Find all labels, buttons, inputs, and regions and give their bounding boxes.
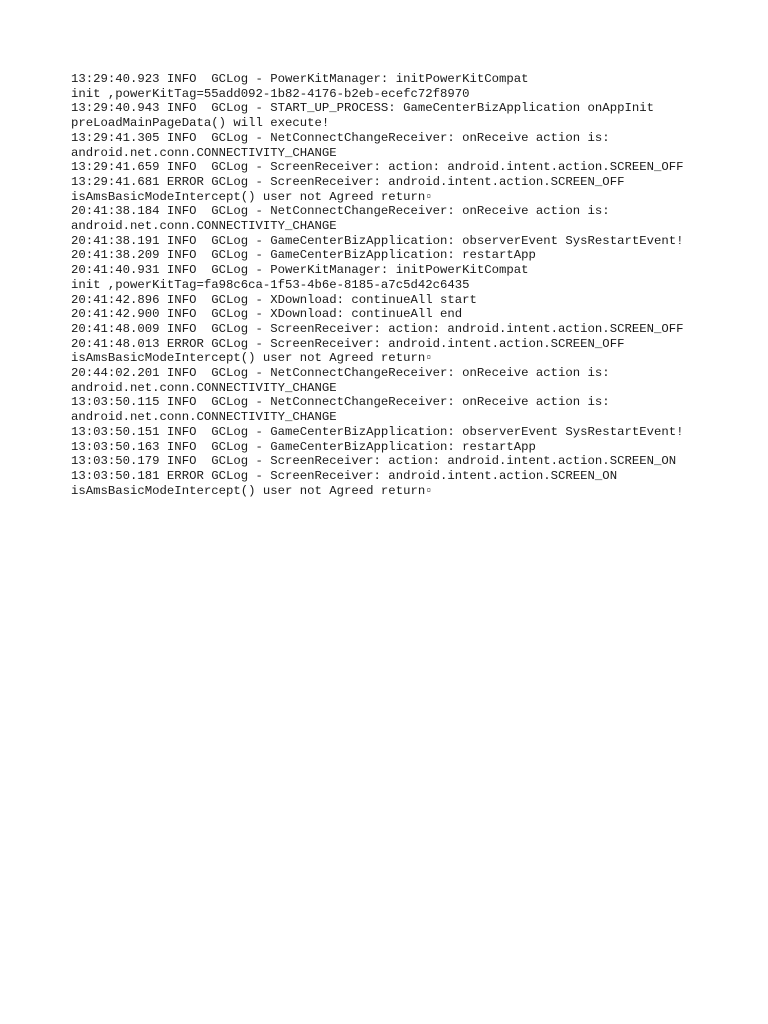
log-line: 13:29:41.681 ERROR GCLog - ScreenReceiver: android.intent.action.SCREEN_OFF bbox=[71, 174, 625, 189]
log-line: android.net.conn.CONNECTIVITY_CHANGE bbox=[71, 219, 337, 234]
log-line: 13:29:41.659 INFO GCLog - ScreenReceiver: action: android.intent.action.SCREEN_OFF bbox=[71, 160, 684, 175]
log-line: 13:03:50.179 INFO GCLog - ScreenReceiver: action: android.intent.action.SCREEN_ON bbox=[71, 454, 677, 469]
log-line: isAmsBasicModeIntercept() user not Agreed return▫ bbox=[71, 189, 433, 204]
log-line: 20:41:48.013 ERROR GCLog - ScreenReceiver: android.intent.action.SCREEN_OFF bbox=[71, 336, 625, 351]
log-line: preLoadMainPageData() will execute! bbox=[71, 116, 330, 131]
log-line: android.net.conn.CONNECTIVITY_CHANGE bbox=[71, 380, 337, 395]
log-line: 13:03:50.151 INFO GCLog - GameCenterBizApplication: observerEvent SysRestartEvent! bbox=[71, 424, 684, 439]
log-line: isAmsBasicModeIntercept() user not Agreed return▫ bbox=[71, 351, 433, 366]
log-line: android.net.conn.CONNECTIVITY_CHANGE bbox=[71, 145, 337, 160]
log-line: 13:29:40.943 INFO GCLog - START_UP_PROCESS: GameCenterBizApplication onAppInit bbox=[71, 101, 654, 116]
log-line: 20:41:38.209 INFO GCLog - GameCenterBizApplication: restartApp bbox=[71, 248, 536, 263]
log-line: 13:03:50.163 INFO GCLog - GameCenterBizApplication: restartApp bbox=[71, 439, 536, 454]
log-line: 13:29:40.923 INFO GCLog - PowerKitManager: initPowerKitCompat bbox=[71, 72, 529, 86]
log-line: android.net.conn.CONNECTIVITY_CHANGE bbox=[71, 410, 337, 425]
log-line: 20:41:42.900 INFO GCLog - XDownload: continueAll end bbox=[71, 307, 463, 322]
log-document bbox=[71, 72, 731, 498]
log-line: 13:29:41.305 INFO GCLog - NetConnectChangeReceiver: onReceive action is: bbox=[71, 130, 610, 145]
log-line: 13:03:50.115 INFO GCLog - NetConnectChangeReceiver: onReceive action is: bbox=[71, 395, 610, 410]
log-line: 20:41:38.184 INFO GCLog - NetConnectChangeReceiver: onReceive action is: bbox=[71, 204, 610, 219]
log-line: isAmsBasicModeIntercept() user not Agreed return▫ bbox=[71, 483, 433, 498]
log-line: 13:03:50.181 ERROR GCLog - ScreenReceiver: android.intent.action.SCREEN_ON bbox=[71, 468, 618, 483]
log-line: 20:41:40.931 INFO GCLog - PowerKitManager: initPowerKitCompat bbox=[71, 263, 529, 278]
log-line: 20:41:38.191 INFO GCLog - GameCenterBizApplication: observerEvent SysRestartEvent! bbox=[71, 233, 684, 248]
log-line: init ,powerKitTag=fa98c6ca-1f53-4b6e-8185-a7c5d42c6435 bbox=[71, 277, 470, 292]
log-line: 20:41:48.009 INFO GCLog - ScreenReceiver: action: android.intent.action.SCREEN_OFF bbox=[71, 321, 684, 336]
log-line: 20:41:42.896 INFO GCLog - XDownload: continueAll start bbox=[71, 292, 477, 307]
log-line: init ,powerKitTag=55add092-1b82-4176-b2eb-ecefc72f8970 bbox=[71, 86, 470, 101]
log-line: 20:44:02.201 INFO GCLog - NetConnectChangeReceiver: onReceive action is: bbox=[71, 366, 610, 381]
